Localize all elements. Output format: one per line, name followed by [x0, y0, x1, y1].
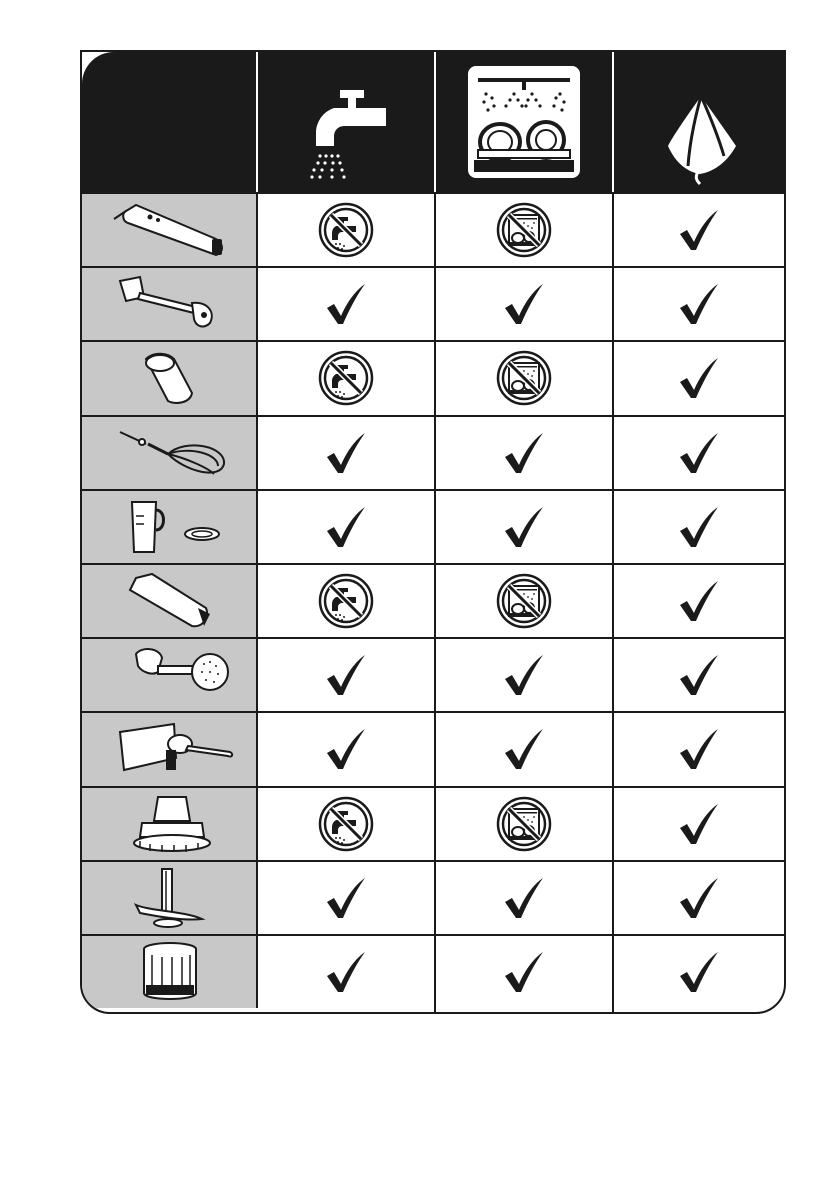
- item-cell: [82, 639, 258, 711]
- header-dishwasher: [436, 52, 612, 192]
- chopper-bowl-icon: [106, 939, 236, 1005]
- whisk-coupler-icon: [106, 345, 236, 411]
- dishwasher-icon: [436, 52, 612, 192]
- tap-rinse-icon: [258, 52, 434, 192]
- check-icon: [436, 713, 612, 785]
- item-cell: [82, 417, 258, 489]
- beaker-and-lid-icon: [106, 494, 236, 560]
- check-icon: [258, 936, 434, 1008]
- check-icon: [258, 639, 434, 711]
- check-icon: [614, 936, 784, 1008]
- column-divider: [612, 192, 614, 1012]
- masher-coupler-icon: [106, 568, 236, 634]
- header-tap: [258, 52, 434, 192]
- check-icon: [436, 268, 612, 340]
- table-row: [82, 192, 784, 266]
- cleaning-table: [80, 50, 786, 1014]
- no-dishwasher-icon: [436, 194, 612, 266]
- item-cell: [82, 268, 258, 340]
- check-icon: [436, 862, 612, 934]
- motor-unit-icon: [106, 197, 236, 263]
- table-row: [82, 489, 784, 563]
- check-icon: [614, 639, 784, 711]
- table-row: [82, 340, 784, 414]
- chopper-lid-icon: [106, 791, 236, 857]
- item-cell: [82, 194, 258, 266]
- blender-shaft-icon: [106, 271, 236, 337]
- header-empty-cell: [82, 52, 258, 192]
- check-icon: [614, 788, 784, 860]
- cloth-wipe-icon: [614, 52, 786, 192]
- table-row: [82, 786, 784, 860]
- no-rinse-icon: [258, 565, 434, 637]
- item-cell: [82, 491, 258, 563]
- check-icon: [436, 417, 612, 489]
- check-icon: [258, 713, 434, 785]
- item-cell: [82, 565, 258, 637]
- no-dishwasher-icon: [436, 788, 612, 860]
- item-cell: [82, 713, 258, 785]
- check-icon: [436, 639, 612, 711]
- table-row: [82, 711, 784, 785]
- item-cell: [82, 862, 258, 934]
- check-icon: [614, 713, 784, 785]
- check-icon: [614, 862, 784, 934]
- masher-scraper-icon: [106, 716, 236, 782]
- table-row: [82, 563, 784, 637]
- check-icon: [614, 417, 784, 489]
- check-icon: [258, 862, 434, 934]
- check-icon: [436, 491, 612, 563]
- table-row: [82, 415, 784, 489]
- table-row: [82, 934, 784, 1008]
- no-dishwasher-icon: [436, 342, 612, 414]
- check-icon: [614, 491, 784, 563]
- whisk-icon: [106, 420, 236, 486]
- column-divider: [434, 192, 436, 1012]
- item-cell: [82, 936, 258, 1008]
- no-dishwasher-icon: [436, 565, 612, 637]
- check-icon: [614, 194, 784, 266]
- item-cell: [82, 342, 258, 414]
- chopper-blade-icon: [106, 865, 236, 931]
- check-icon: [614, 342, 784, 414]
- item-cell: [82, 788, 258, 860]
- no-rinse-icon: [258, 342, 434, 414]
- no-rinse-icon: [258, 194, 434, 266]
- check-icon: [614, 268, 784, 340]
- table-header: [82, 52, 786, 192]
- check-icon: [614, 565, 784, 637]
- check-icon: [258, 268, 434, 340]
- check-icon: [258, 417, 434, 489]
- table-row: [82, 637, 784, 711]
- table-row: [82, 860, 784, 934]
- check-icon: [436, 936, 612, 1008]
- masher-icon: [106, 642, 236, 708]
- table-row: [82, 266, 784, 340]
- header-cloth: [614, 52, 786, 192]
- check-icon: [258, 491, 434, 563]
- no-rinse-icon: [258, 788, 434, 860]
